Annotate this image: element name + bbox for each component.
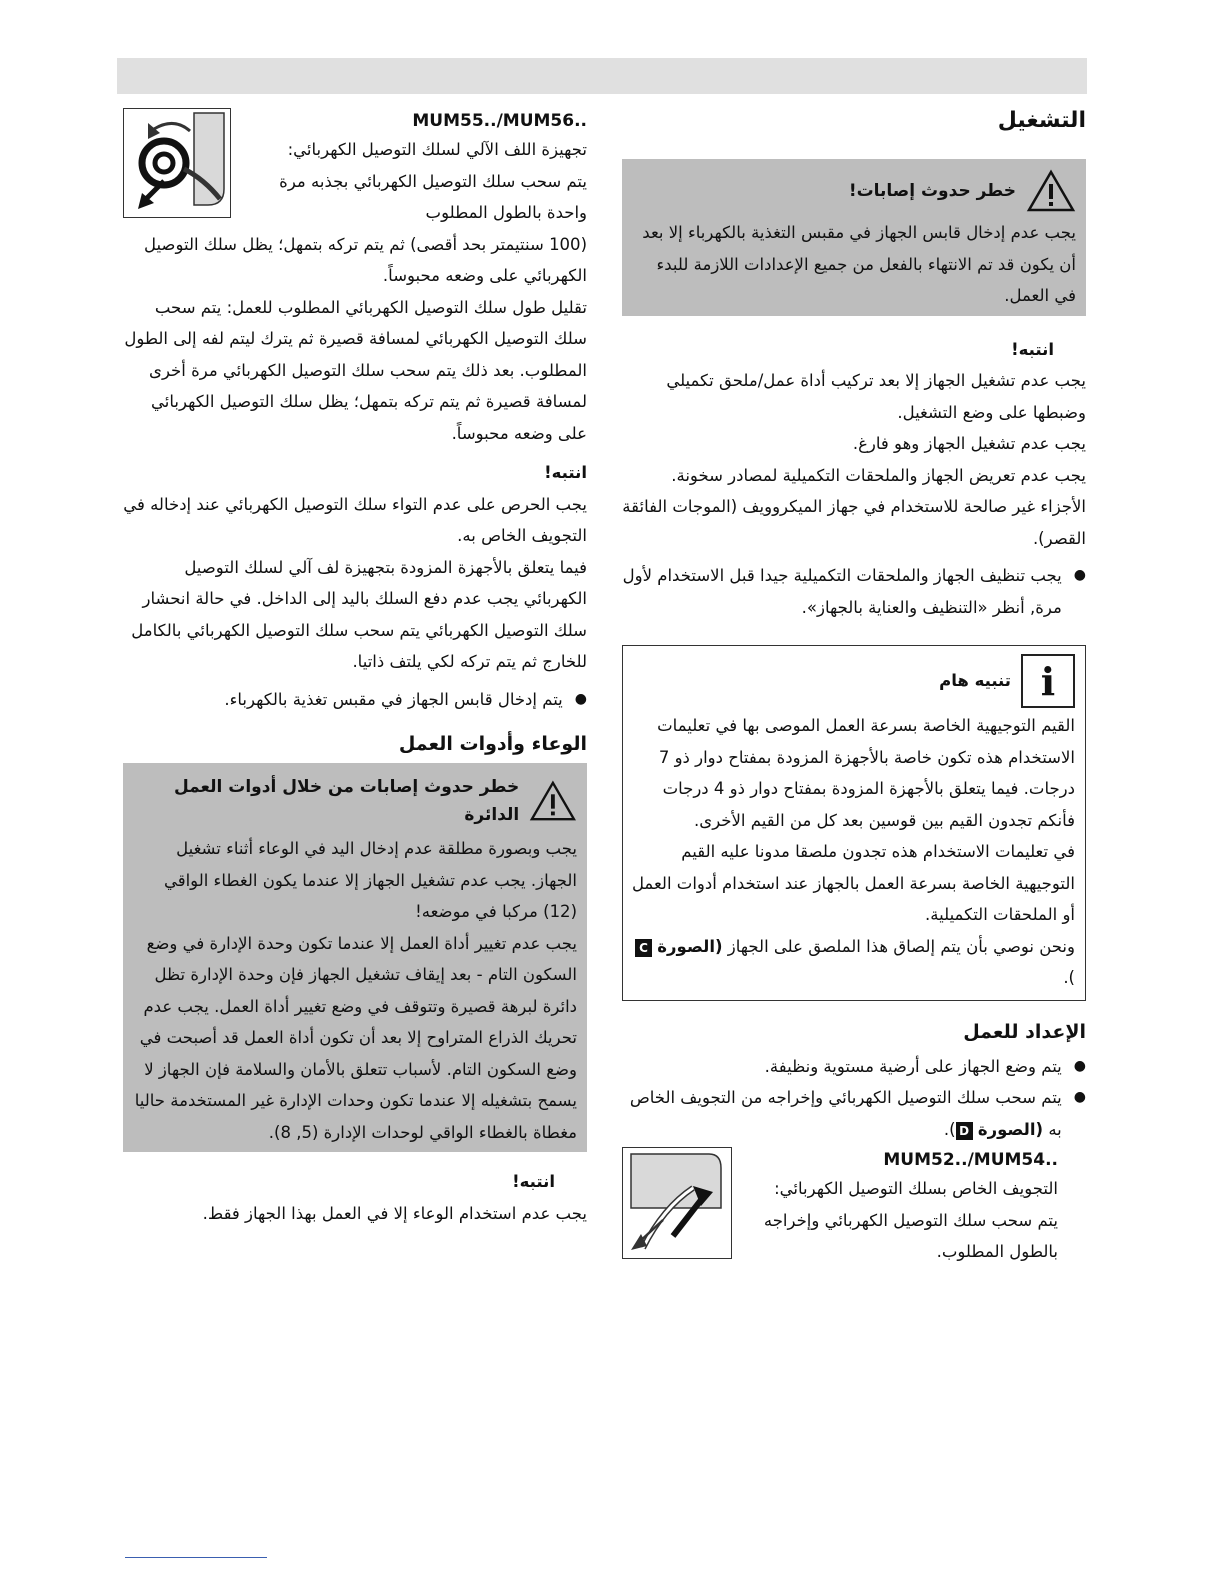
cable-rewind-illustration	[123, 108, 231, 218]
setup-bullet-2	[622, 1082, 1086, 1145]
caution-bullet-text: يجب تنظيف الجهاز والملحقات التكميلية جيدا قبل الاستخدام لأول مرة, أنظر «التنظيف والعناية بالجهاز».	[622, 566, 1062, 617]
caution-block-3	[123, 1166, 587, 1229]
caution-paragraph-1: يجب عدم تشغيل الجهاز إلا بعد تركيب أداة عمل/ملحق تكميلي وضبطها على وضع التشغيل.	[666, 371, 1086, 422]
right-column	[622, 108, 1086, 1268]
figure-reference-label: (الصورة	[977, 1119, 1044, 1139]
bullet-dot-icon: ●	[1073, 1089, 1086, 1105]
info-header	[631, 654, 1075, 708]
section-heading-operation: التشغيل	[997, 108, 1086, 133]
warning-title: خطر حدوث إصابات من خلال أدوات العمل الدائرة	[173, 777, 520, 825]
caution-2-paragraph-2: فيما يتعلق بالأجهزة المزودة بتجهيزة لف آلي لسلك التوصيل الكهربائي يجب عدم دفع السلك باليد إلى الداخل. في حالة انحشار سلك التوصيل الكهربائي يتم سحب سلك التوصيل الكهربائي بالكامل للخارج ثم يتم تركه لكي يلتف ذاتيا.	[131, 557, 587, 671]
caution-3-paragraph-1: يجب عدم استخدام الوعاء إلا في العمل بهذا الجهاز فقط.	[202, 1203, 587, 1223]
setup-bullet-1-text: يتم وضع الجهاز على أرضية مستوية ونظيفة.	[764, 1056, 1062, 1076]
warning-title: خطر حدوث إصابات!	[848, 181, 1016, 201]
info-paragraph-3	[631, 931, 1075, 994]
header-bar	[117, 58, 1087, 94]
cable-pull-out-illustration	[622, 1147, 732, 1259]
left-column	[123, 108, 587, 1229]
warning-header	[131, 773, 577, 829]
caution-block-2	[123, 457, 587, 715]
warning-2-paragraph-1: يجب وبصورة مطلقة عدم إدخال اليد في الوعاء أثناء تشغيل الجهاز. يجب عدم تشغيل الجهاز إلا عندما يكون الغطاء الواقي (12) مركبا في موضعه!	[163, 839, 577, 921]
caution-title: انتبه!	[544, 463, 587, 482]
info-paragraph-3-text: ونحن نوصي بأن يتم إلصاق هذا الملصق على الجهاز	[722, 936, 1075, 956]
section-heading-bowl-tools: الوعاء وأدوات العمل	[398, 733, 587, 755]
figure-reference-end: ).	[1063, 968, 1075, 987]
warning-triangle-icon	[529, 779, 577, 823]
info-box-important	[622, 645, 1086, 1001]
setup-bullet-2-text	[622, 1082, 1062, 1145]
caution-block-1	[622, 334, 1086, 624]
info-title: تنبيه هام	[939, 671, 1011, 691]
reduce-length-paragraph: تقليل طول سلك التوصيل الكهربائي المطلوب للعمل: يتم سحب سلك التوصيل الكهربائي لمسافة قصيرة ثم يترك ليتم لفه إلى الطول المطلوب. بعد ذلك يتم سحب سلك التوصيل الكهربائي مرة أخرى لمسافة قصيرة ثم يتم تركه بتمهل؛ يظل سلك التوصيل الكهربائي على وضعه محبوساً.	[124, 297, 587, 443]
cable-storage-paragraph-2: يتم سحب سلك التوصيل الكهربائي وإخراجه بالطول المطلوب.	[763, 1210, 1058, 1261]
caution-bullet	[622, 560, 1086, 623]
info-paragraph-1: القيم التوجيهية الخاصة بسرعة العمل الموصى بها في تعليمات الاستخدام هذه تكون خاصة بالأجهزة المزودة بمفتاح دوار ذو 7 درجات. فيما يتعلق بالأجهزة المزودة بمفتاح دوار ذو 4 درجات فأنكم تجدون القيم بين قوسين بعد كل من القيم الأخرى.	[657, 716, 1075, 830]
setup-bullet-2-body: يتم سحب سلك التوصيل الكهربائي وإخراجه من التجويف الخاص به	[629, 1088, 1062, 1139]
bullet-dot-icon: ●	[574, 690, 587, 707]
auto-rewind-figure-block	[123, 108, 587, 229]
caution-2-paragraph-1: يجب الحرص على عدم التواء سلك التوصيل الكهربائي عند إدخاله في التجويف الخاص به.	[123, 494, 587, 545]
auto-rewind-paragraph-1: تجهيزة اللف الآلي لسلك التوصيل الكهربائي:	[287, 140, 587, 159]
figure-reference-end: ).	[943, 1119, 956, 1139]
section-heading-setup: الإعداد للعمل	[963, 1020, 1086, 1043]
figure-c-badge: C	[635, 939, 652, 957]
caution-paragraph-3: يجب عدم تعريض الجهاز والملحقات التكميلية لمصادر سخونة. الأجزاء غير صالحة للاستخدام في جهاز الميكروويف (الموجات الفائقة القصر).	[622, 465, 1086, 548]
warning-text: يجب عدم إدخال قابس الجهاز في مقبس التغذية بالكهرباء إلا بعد أن يكون قد تم الانتهاء بالفعل من جميع الإعدادات اللازمة للبدء في العمل.	[642, 223, 1076, 305]
figure-reference-label: (الصورة	[657, 936, 723, 956]
cable-storage-paragraph-1: التجويف الخاص بسلك التوصيل الكهربائي:	[774, 1179, 1058, 1198]
caution-2-bullet-text: يتم إدخال قابس الجهاز في مقبس تغذية بالكهرباء.	[224, 689, 563, 709]
auto-rewind-paragraph-2: يتم سحب سلك التوصيل الكهربائي بجذبه مرة واحدة بالطول المطلوب	[279, 171, 587, 222]
warning-box-rotating-tools	[123, 763, 587, 1152]
caution-title: انتبه!	[512, 1172, 555, 1191]
bullet-dot-icon: ●	[1073, 567, 1086, 583]
caution-title: انتبه!	[1011, 339, 1054, 359]
warning-header	[630, 169, 1076, 213]
cable-storage-text	[746, 1147, 1058, 1268]
cable-storage-figure-block	[622, 1147, 1058, 1268]
info-paragraph-2: في تعليمات الاستخدام هذه تجدون ملصقا مدونا عليه القيم التوجيهية الخاصة بسرعة العمل بالجهاز عند استخدام أدوات العمل أو الملحقات التكميلية.	[631, 842, 1075, 924]
auto-rewind-text	[245, 108, 587, 229]
model-label-mum52-54: MUM52../MUM54..	[883, 1150, 1058, 1170]
footer-line	[125, 1557, 267, 1558]
model-label-mum55-56: MUM55../MUM56..	[412, 111, 587, 131]
info-icon: i	[1021, 654, 1075, 708]
warning-2-paragraph-2: يجب عدم تغيير أداة العمل إلا عندما تكون وحدة الإدارة في وضع السكون التام - بعد إيقاف تشغيل الجهاز فإن وحدة الإدارة تظل دائرة لبرهة قصيرة وتتوقف في وضع تغيير أداة العمل. يجب عدم تحريك الذراع المتراوح إلا بعد أن تكون أداة العمل قد أصبحت في وضع السكون التام. لأسباب تتعلق بالأمان والسلامة فإن الجهاز لا يسمح بتشغيله إلا عندما تكون وحدات الإدارة غير المستخدمة حاليا مغطاة بالغطاء الواقي لوحدات الإدارة (5, 8).	[134, 933, 577, 1142]
warning-triangle-icon	[1026, 169, 1076, 213]
figure-d-badge: D	[956, 1122, 973, 1140]
warning-box-injury	[622, 159, 1086, 316]
auto-rewind-paragraph-3: (100 سنتيمتر بحد أقصى) ثم يتم تركه بتمهل؛ يظل سلك التوصيل الكهربائي على وضعه محبوساً.	[143, 234, 587, 285]
caution-paragraph-2: يجب عدم تشغيل الجهاز وهو فارغ.	[852, 434, 1086, 453]
setup-bullet-1	[622, 1051, 1086, 1083]
bullet-dot-icon: ●	[1073, 1057, 1086, 1074]
caution-2-bullet	[123, 684, 587, 716]
